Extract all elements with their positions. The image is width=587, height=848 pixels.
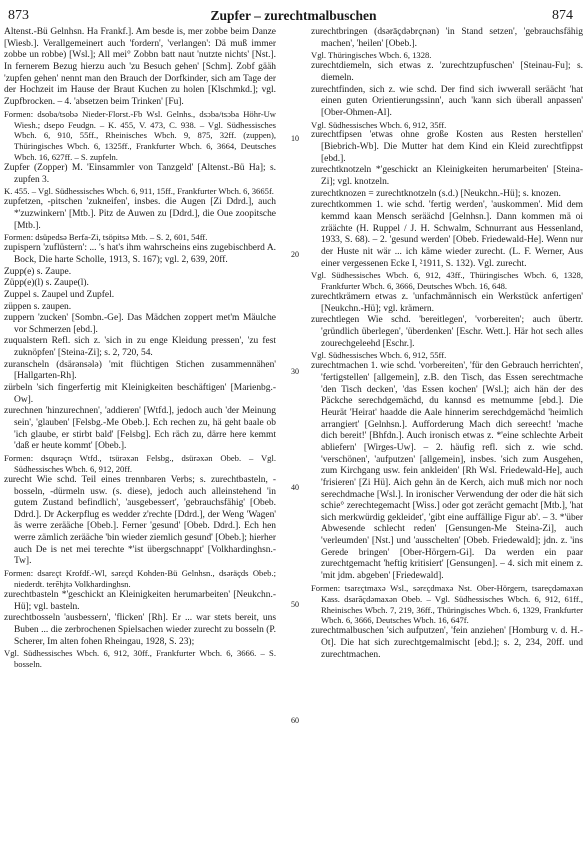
line-number-gutter [284,27,306,847]
dictionary-entry: züppen s. zaupen. [4,301,72,312]
line-number: 30 [291,366,299,376]
dictionary-entry: Zuppel s. Zaupel und Zupfel. [4,289,115,300]
right-column [311,27,583,661]
dictionary-entry: Altenst.-Bü Gelnhsn. Ha Frankf.]. Am besde is, mer zobbe beim Danze [Wiesb.]. Verallgemeinert auch 'fordern', 'verlangen': Dä muß immer zobbe un robbe) [Wsl.]; All mei° Zobbn batt naut 'nutzte nichts' [Nst.]. In fernerem Bezug hierzu auch 'zu Besuch gehen' [Schm]. Zobf gääh 'zupfen gehen' nennt man den Brauch der Dorfkinder, sich am Tage der der Hochzeit im Hause der Braut Kuchen zu holen [Klschmkd.]; vgl. Zupfbrocken. – 4. 'absetzen beim Trinken' [Fu]. [4,27,276,107]
dictionary-entry: zuppern 'zucken' [Sombn.-Ge]. Das Mädchen zoppert met'm Mäulche vor Schmerzen [ebd.]. [4,313,276,335]
dictionary-entry: zurechtmalbuschen 'sich aufputzen', 'fein anziehen' [Homburg v. d. H.-Ot]. Die hat sich zurechtgemalmischt [ebd.]; s. 2, 234, 20ff. und zurechtmachen. [311,626,583,660]
dictionary-entry: zupfetzen, -pitschen 'zukneifen', insbes. die Augen [Zi Ddrd.], auch *'zuzwinkern' [Mtb.]. Pitz de Auwen zu [Ddrd.], die Oue zoopitsche [Mtb.]. [4,197,276,231]
page-title: Zupfer – zurechtmalbuschen [210,8,377,23]
dictionary-entry: zuqualstern Refl. sich z. 'sich in zu enge Kleidung pressen', 'zu fest zuknöpfen' [Steina-Zi]; s. 2, 720, 54. [4,336,276,359]
dictionary-entry: Züpp(e)(l) s. Zaupe(l). [4,278,89,289]
entry-references: K. 455. – Vgl. Südhessisches Wbch. 6, 911, 15ff., Frankfurter Wbch. 6, 3665f. [4,186,274,197]
dictionary-entry: zurechtfinden, sich z. wie schd. Der find sich iwwerall seräächt 'hat einen guten Orientierungssinn', auch 'kann sich überall anpassen' [Ober-Ohmen-Al]. [311,84,583,118]
dictionary-entry: zurechtkrämern etwas z. 'unfachmännisch ein Werkstück anfertigen' [Neukchn.-Hü]; vgl. krämern. [311,292,583,314]
line-number: 10 [291,133,299,143]
dictionary-entry: zurechtdiemeln, sich etwas z. 'zurechtzupfuschen' [Steinau-Fu]; s. diemeln. [311,61,583,83]
dictionary-entry: zurechtmachen 1. wie schd. 'vorbereiten', 'für den Gebrauch herrichten', 'fertigstellen' [allgemein], z.B. den Tisch, das Essen serechtmache 'den Tisch decken', 'das Essen kochen' [Wsl.]; aich hän der des Päckche serechdgemächd, du kannsd es metnumme [ebd.]. Die Heurät 'Heirat' haadde die Aale hinnerim serechdgemächd 'heimlich arrangiert' [Gelnhsn.]. Aufforderung Mach dich sereecht! 'mache dich bereit!' [Bhfdn.]. Auch ironisch etwas z. *'eine schlechte Arbeit abliefern' [Wirges-Uw]. – 2. häufig refl. sich z. wie schd. 'verschönen', 'aufputzen' [allgemein], insbes. 'sich zum Ausgehen, zum Kirchgang usw. fein ankleiden' [Rh Wsl. Friedewald-He], auch 'frisieren' [Zi Hü]. Aich gehn än de Kerch, aich muß mich nor noch serechdmache [Wsl.]. In ironischer Verwendung der oder die hät sich schie° zerechtegemacht [Wiss.] oder got zerächt gemacht [Mtb.], 'hat sich merkwürdig gekleidet', 'gibt eine auffällige Figur ab'. – 3. *'über Abwesende schlecht reden' [Gensungen-Me Steina-Zi], auch 'verleumden' [Nst.] und 'ausschelten' [Obeb. Friedewald]; jdn. z. 'ins Gerede bringen' [Ober-Hörgern-Gi]. Da werden ein paar zurechtgemacht 'heftig kritisiert' [Gensungen]. – 4. sich mit einem z. 'mit jdm. abgeben' [Friedewald]. [311,361,583,582]
dictionary-entry: zurechtknozen = zurechtknotzeln (s.d.) [Neukchn.-Hü]; s. knozen. [311,188,561,199]
line-number: 50 [291,599,299,609]
dictionary-entry: zurechnen 'hinzurechnen', 'addieren' [Wtfd.], jedoch auch 'der Meinung sein', 'glauben' [Felsbg.-Me Obeb.]. Ech rechen zu, hä geht baale ob 'ich glaube, er stirbt bald' [Felsbg]. Ech räch zu, därre here kemmt 'daß er heute kommt' [Obeb.]. [4,406,276,452]
entry-references: Formen: dsüpedsə Berfa-Zi, tsöpitsə Mtb. – S. 2, 601, 54ff. [4,232,208,243]
line-number: 40 [291,483,299,493]
page-number-right: 874 [552,8,573,23]
left-column [4,27,276,670]
entry-references: Vgl. Südhessisches Wbch. 6, 912, 35ff. [311,119,447,130]
page-header [0,6,587,26]
dictionary-entry: zurechtbasteln *'geschickt an Kleinigkeiten herumarbeiten' [Neukchn.-Hü]; vgl. basteln. [4,589,276,612]
entry-references: Vgl. Südhessisches Wbch. 6, 912, 30ff., Frankfurter Wbch. 6, 3666. – S. bosseln. [4,648,276,670]
entry-references: Formen: dsarεçt Krofdf.-Wl, sərεçd Kohden-Bü Gelnhsn., dsəräçds Obeb.; niederdt. terēhjtə Volkhardinghsn. [4,568,276,589]
dictionary-entry: Zupp(e) s. Zaupe. [4,266,72,277]
dictionary-entry: zurechtbringen (dsərāçdəbrçnən) 'in Stand setzen', 'gebrauchsfähig machen', 'heilen' [Obeb.]. [311,27,583,49]
dictionary-entry: zurechtfipsen 'etwas ohne große Kosten aus Resten herstellen' [Biebrich-Wb]. Die Mutter hat dem Kind ein Kleid zurechtfippst [ebd.]. [311,130,583,164]
dictionary-entry: zurechtknotzeln *'geschickt an Kleinigkeiten herumarbeiten' [Steina-Zi]; vgl. knotzeln. [311,165,583,188]
entry-references: Formen: tsarεçtmaxə Wsl., sərεçdmaxə Nst. Ober-Hörgern, tsareçdəmaxən Kass. dsarāçdəmaxən Obeb. – Vgl. Südhessisches Wbch. 6, 912, 61ff., Rheinisches Wbch. 7, 219, 36ff., Thüringisches Wbch. 6, 1329, Frankfurter Wbch. 6, 3666, Deutsches Wbch. 16, 647f. [311,582,583,626]
entry-references: Vgl. Südhessisches Wbch. 6, 912, 55ff. [311,350,447,361]
line-number: 20 [291,250,299,260]
dictionary-entry: zuranscheln (dsärənsələ) 'mit flüchtigen Stichen zusammennähen' [Hallgarten-Rh]. [4,359,276,382]
line-number: 60 [291,716,299,726]
dictionary-entry: zurechtlegen Wie schd. 'bereitlegen', 'vorbereiten'; auch übertr. 'gründlich überlegen', 'überdenken' [Eschr. Wett.]. Här hot sech alles zourechgeleehd [Eschr.]. [311,315,583,349]
entry-references: Vgl. Thüringisches Wbch. 6, 1328. [311,50,432,61]
dictionary-entry: zürbeln 'sich fingerfertig mit Kleinigkeiten beschäftigen' [Marienbg.-Ow]. [4,383,276,405]
dictionary-entry: Zupfer (Zopper) M. 'Einsammler von Tanzgeld' [Altenst.-Bü Ha]; s. zupfen 3. [4,163,276,185]
entry-references: Vgl. Südhessisches Wbch. 6, 912, 43ff., Thüringisches Wbch. 6, 1328, Frankfurter Wbch. 6, 3666, Deutsches Wbch. 16, 648. [311,270,583,292]
dictionary-entry: zurechtkommen 1. wie schd. 'fertig werden', 'auskommen'. Mid dem kemmd kaan Mensch seräächd [Gelnhsn.]. Dann kommen mä oi zräächte (H. Ruppel / J. H. Schwalm, Schnurrant aus Hessenland, 1933, S. 68). – 2. 'gesund werden' [Obeb. Friedewald-He]. Wenn nur der Huste nit wär ... ich käme wieder zurecht. (L. F. Werner, Aus einer vergessenen Ecke I, ²1911, S. 132). Vgl. zurecht. [311,200,583,269]
entry-references: Formen: dsoba/tsobə Nieder-Florst.-Fb Wsl. Gelnhs., dsɔba/tsɔba Höhr-Uw Wiesh.; dsepo Feudgn. – K. 455, V. 473, C. 938. – Vgl. Südhessisches Wbch. 6, 910, 55ff., Rheinisches Wbch. 9, 875, 32ff. (zuppen), Thüringisches Wbch. 6, 1325ff., Frankfurter Wbch. 6, 3664, Deutsches Wbch. 16, 627ff. – S. zupfeln. [4,108,276,163]
dictionary-entry: zupispern 'zuflüstern': ... 's hat's ihm wahrscheins eins zugebischberd A. Bock, Die harte Scholle, 1913, S. 167); vgl. 2, 639, 20ff. [4,243,276,265]
dictionary-entry: zurecht Wie schd. Teil eines trennbaren Verbs; s. zurechtbasteln, -bosseln, -dürmeln usw. (s. diese), jedoch auch alleinstehend 'in gutem Zustand befindlich', 'ausgebessert', 'gebrauchsfähig' [Obeb. Ddrd.]. Dr Ackerpflug es wedder z'rechte [Ddrd.], der Weng 'Wagen' äs werre zerääche [Obeb.]. Ferner 'gesund' [Obeb. Ddrd.]. Ech hen werre zämlich zerääche 'bin wieder ziemlich gesund' [Obeb.]; hierher auch De is net mei terechte *'ist übergschnappt' [Volkhardinghsn.-Tw]. [4,474,277,567]
dictionary-entry: zurechtbosseln 'ausbessern', 'flicken' [Rh]. Er ... war stets bereit, uns Buben ... die zerbrochenen Spielsachen wieder zurecht zu bosseln (P. Scherer, Im alten fohen Rheingau, 1928, S. 23); [4,613,276,647]
page-number-left: 873 [8,8,29,23]
entry-references: Formen: dsqurəçn Wtfd., tsürəxən Felsbg., dsürəxən Obeb. – Vgl. Südhessisches Wbch. 6, 912, 20ff. [4,453,276,474]
